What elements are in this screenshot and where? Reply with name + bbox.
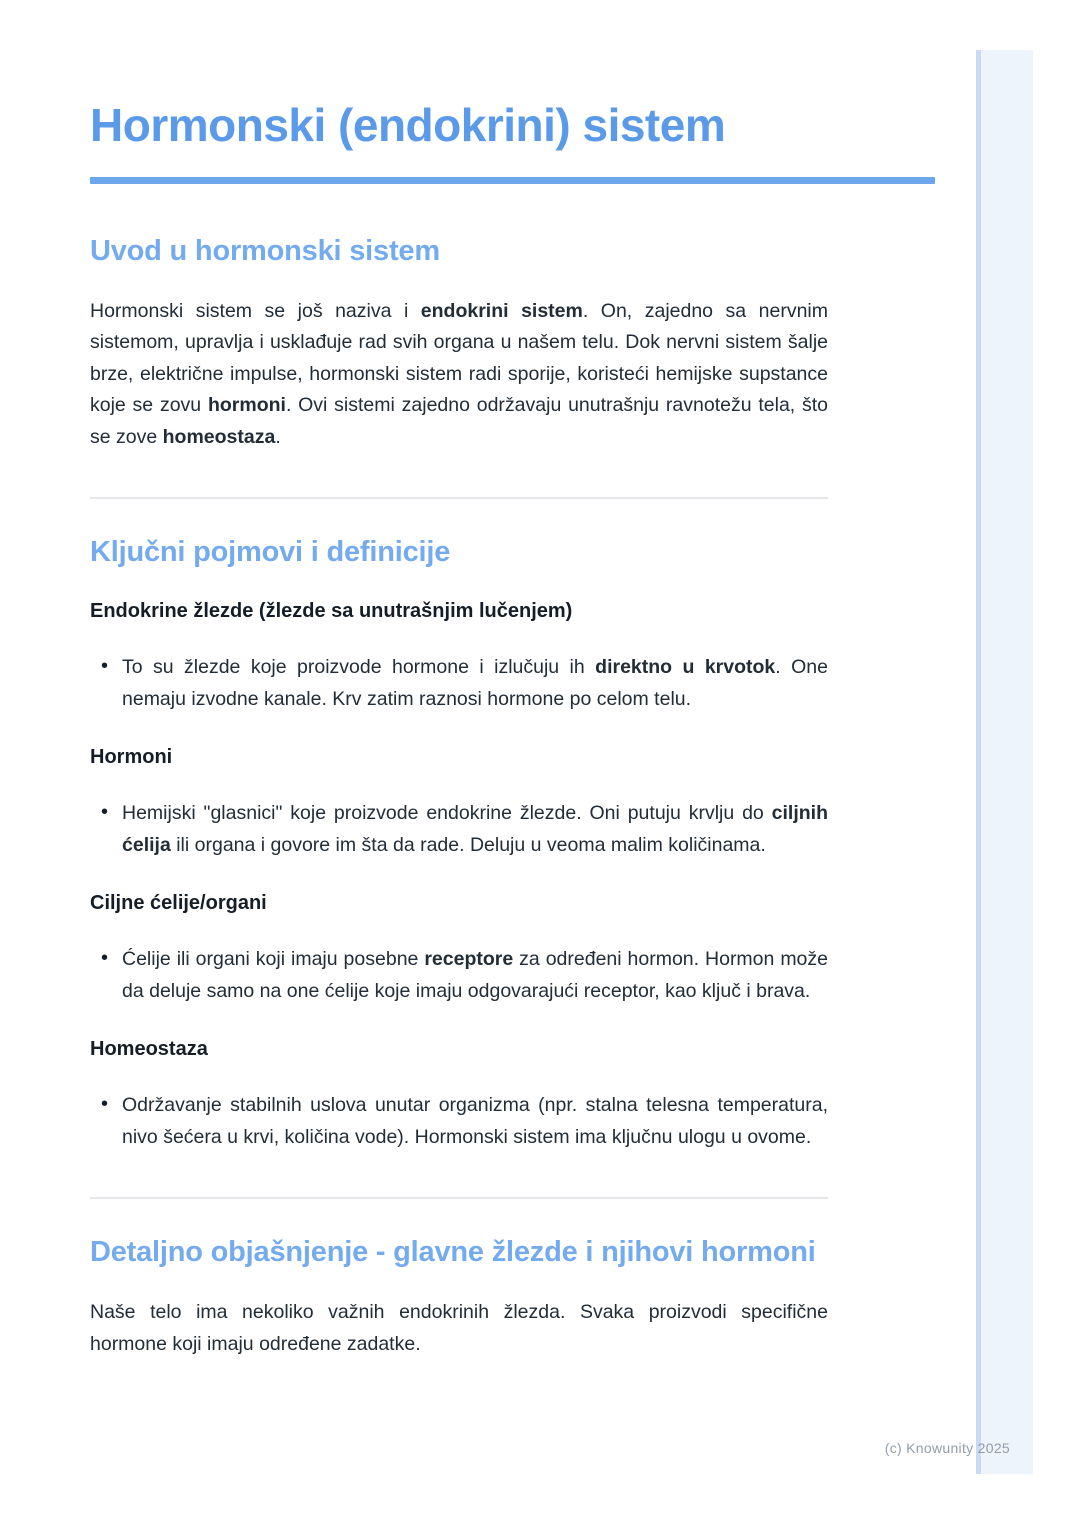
bullet-item: [90, 944, 828, 1007]
bullet-icon: •: [101, 655, 109, 678]
text-segment: endokrini sistem: [420, 299, 583, 322]
term-heading: Hormoni: [90, 746, 173, 769]
text-segment: . On, zajedno sa nervnim sistemom, upravlja i usklađuje rad svih organa u našem telu. Dok nervni sistem šalje brze, električne impulse, hormonski sistem radi sporije, koristeći hemijske supstance koje se zovu: [90, 299, 828, 417]
text-segment: hormoni: [207, 394, 286, 417]
section-heading: Ključni pojmovi i definicije: [90, 536, 451, 569]
text-segment: receptore: [424, 948, 514, 971]
paragraph: [90, 1297, 828, 1360]
paragraph: [90, 296, 828, 454]
section-divider: [90, 1197, 828, 1199]
text-segment: homeostaza: [162, 425, 276, 448]
text-segment: ciljnih ćelija: [122, 802, 828, 856]
bullet-item: [90, 652, 828, 715]
term-heading: Ciljne ćelije/organi: [90, 892, 267, 915]
title-rule: [90, 177, 935, 184]
term-heading: Endokrine žlezde (žlezde sa unutrašnjim lučenjem): [90, 600, 573, 623]
section-divider: [90, 497, 828, 499]
text-segment: Ćelije ili organi koji imaju posebne: [122, 948, 425, 971]
document-body: [90, 234, 828, 1361]
term-heading: Homeostaza: [90, 1038, 208, 1061]
bullet-icon: •: [101, 801, 109, 824]
text-segment: .: [275, 425, 281, 448]
text-segment: . Ovi sistemi zajedno održavaju unutrašnju ravnotežu tela, što se zove: [90, 394, 829, 448]
footer-copyright: (c) Knowunity 2025: [884, 1440, 1010, 1456]
text-segment: To su žlezde koje proizvode hormone i izlučuju ih: [122, 656, 596, 679]
text-segment: Hormonski sistem se još naziva i: [90, 299, 421, 322]
section-heading: Uvod u hormonski sistem: [90, 234, 440, 267]
text-segment: za određeni hormon. Hormon može da deluje samo na one ćelije koje imaju odgovarajući receptor, kao ključ i brava.: [122, 948, 828, 1002]
section-heading: Detaljno objašnjenje - glavne žlezde i njihovi hormoni: [90, 1236, 816, 1269]
page-title: Hormonski (endokrini) sistem: [90, 99, 726, 151]
text-segment: Naše telo ima nekoliko važnih endokrinih žlezda. Svaka proizvodi specifične hormone koji imaju određene zadatke.: [90, 1301, 828, 1355]
text-segment: . One nemaju izvodne kanale. Krv zatim raznosi hormone po celom telu.: [122, 656, 828, 710]
bullet-item: [90, 1090, 828, 1153]
text-segment: direktno u krvotok: [595, 656, 776, 679]
bullet-icon: •: [101, 1093, 109, 1116]
bullet-item: [90, 798, 828, 861]
text-segment: Hemijski "glasnici" koje proizvode endokrine žlezde. Oni putuju krvlju do: [122, 802, 772, 825]
text-segment: Održavanje stabilnih uslova unutar organizma (npr. stalna telesna temperatura, nivo šećera u krvi, količina vode). Hormonski sistem ima ključnu ulogu u ovome.: [122, 1094, 828, 1148]
bullet-icon: •: [101, 947, 109, 970]
text-segment: ili organa i govore im šta da rade. Deluju u veoma malim količinama.: [170, 833, 766, 856]
